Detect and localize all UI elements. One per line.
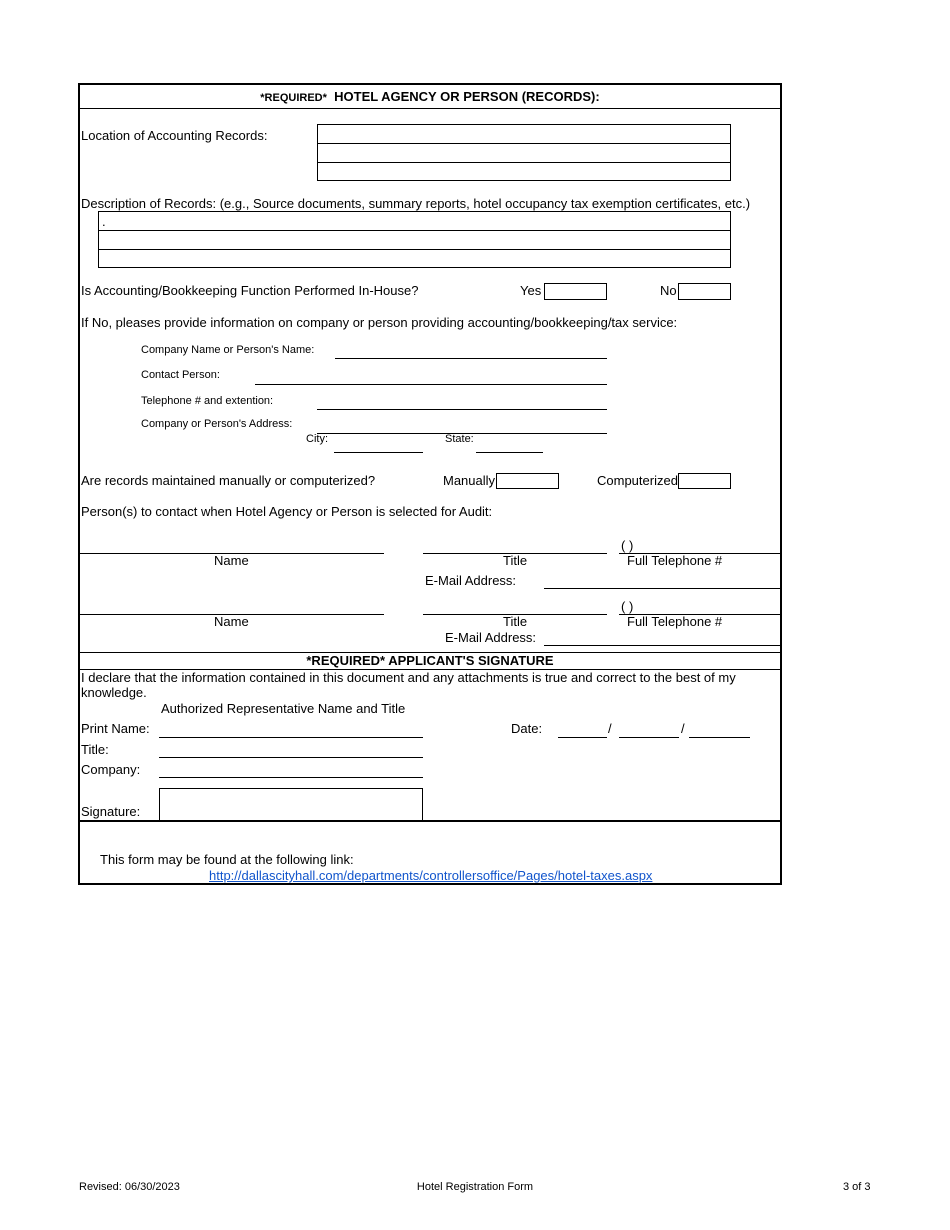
company-name-label: Company Name or Person's Name: bbox=[141, 344, 315, 356]
maintenance-question: Are records maintained manually or computerized? bbox=[81, 473, 376, 488]
state-label: State: bbox=[445, 433, 474, 445]
date-year-line[interactable] bbox=[689, 737, 750, 738]
link-intro: This form may be found at the following link: bbox=[100, 852, 354, 867]
date-day-line[interactable] bbox=[619, 737, 679, 738]
description-field-2[interactable] bbox=[98, 230, 731, 250]
form-link[interactable]: http://dallascityhall.com/departments/controllersoffice/Pages/hotel-taxes.aspx bbox=[209, 868, 653, 883]
address-label: Company or Person's Address: bbox=[141, 418, 293, 430]
computerized-field[interactable] bbox=[678, 473, 731, 489]
computerized-label: Computerized bbox=[597, 473, 678, 488]
signature-box[interactable] bbox=[159, 788, 423, 821]
declaration-line-2: knowledge. bbox=[81, 685, 147, 700]
contact1-email-line[interactable] bbox=[544, 588, 781, 589]
date-month-line[interactable] bbox=[558, 737, 607, 738]
description-field-1-text: . bbox=[102, 214, 106, 229]
manually-label: Manually bbox=[443, 473, 496, 488]
location-field-1[interactable] bbox=[317, 124, 731, 144]
location-label: Location of Accounting Records: bbox=[81, 128, 268, 143]
auth-rep-label: Authorized Representative Name and Title bbox=[161, 701, 406, 716]
date-label: Date: bbox=[511, 721, 543, 736]
contact-person-line[interactable] bbox=[255, 384, 607, 385]
contact2-email-label: E-Mail Address: bbox=[445, 630, 537, 645]
manually-field[interactable] bbox=[496, 473, 559, 489]
date-sep-2: / bbox=[681, 721, 685, 736]
telephone-line[interactable] bbox=[317, 409, 607, 410]
date-sep-1: / bbox=[608, 721, 612, 736]
location-field-3[interactable] bbox=[317, 162, 731, 181]
contact-person-label: Contact Person: bbox=[141, 369, 220, 381]
company-name-line[interactable] bbox=[335, 358, 607, 359]
contact1-email-label: E-Mail Address: bbox=[425, 573, 517, 588]
contact1-phone-label: Full Telephone # bbox=[627, 553, 723, 568]
section-title bbox=[79, 89, 781, 104]
contact2-phone-label: Full Telephone # bbox=[627, 614, 723, 629]
company-label: Company: bbox=[81, 762, 141, 777]
description-field-1[interactable] bbox=[98, 211, 731, 231]
if-no-text: If No, pleases provide information on company or person providing accounting/bookkeeping/tax service: bbox=[81, 315, 678, 330]
contact1-name-label: Name bbox=[214, 553, 249, 568]
description-field-3[interactable] bbox=[98, 249, 731, 268]
description-label: Description of Records: (e.g., Source documents, summary reports, hotel occupancy tax exemption certificates, etc.) bbox=[81, 196, 751, 211]
city-label: City: bbox=[306, 433, 328, 445]
contact1-phone-paren: ( ) bbox=[621, 538, 634, 553]
yes-field[interactable] bbox=[544, 283, 607, 300]
link-section-divider bbox=[79, 820, 781, 822]
yes-label: Yes bbox=[520, 283, 542, 298]
company-line[interactable] bbox=[159, 777, 423, 778]
contact2-name-label: Name bbox=[214, 614, 249, 629]
location-field-2[interactable] bbox=[317, 143, 731, 163]
required-tag: *REQUIRED* bbox=[260, 92, 327, 104]
section-title-text: HOTEL AGENCY OR PERSON (RECORDS): bbox=[334, 89, 600, 104]
contact1-title-label: Title bbox=[503, 553, 528, 568]
print-name-label: Print Name: bbox=[81, 721, 150, 736]
telephone-label: Telephone # and extention: bbox=[141, 395, 274, 407]
print-name-line[interactable] bbox=[159, 737, 423, 738]
inhouse-question: Is Accounting/Bookkeeping Function Performed In-House? bbox=[81, 283, 419, 298]
contact2-email-line[interactable] bbox=[544, 645, 781, 646]
title-label: Title: bbox=[81, 742, 109, 757]
declaration-line-1: I declare that the information contained in this document and any attachments is true and correct to the best of my bbox=[81, 670, 736, 685]
title-line[interactable] bbox=[159, 757, 423, 758]
contact2-title-label: Title bbox=[503, 614, 528, 629]
footer-page-number: 3 of 3 bbox=[843, 1181, 871, 1193]
state-line[interactable] bbox=[476, 452, 543, 453]
header-divider bbox=[79, 108, 781, 109]
city-line[interactable] bbox=[334, 452, 423, 453]
footer-form-name: Hotel Registration Form bbox=[416, 1181, 534, 1193]
contact2-phone-paren: ( ) bbox=[621, 599, 634, 614]
signature-title: *REQUIRED* APPLICANT'S SIGNATURE bbox=[306, 653, 554, 668]
no-field[interactable] bbox=[678, 283, 731, 300]
audit-intro: Person(s) to contact when Hotel Agency or Person is selected for Audit: bbox=[81, 504, 493, 519]
signature-label: Signature: bbox=[81, 804, 141, 819]
no-label: No bbox=[660, 283, 677, 298]
footer-revised: Revised: 06/30/2023 bbox=[79, 1181, 180, 1193]
